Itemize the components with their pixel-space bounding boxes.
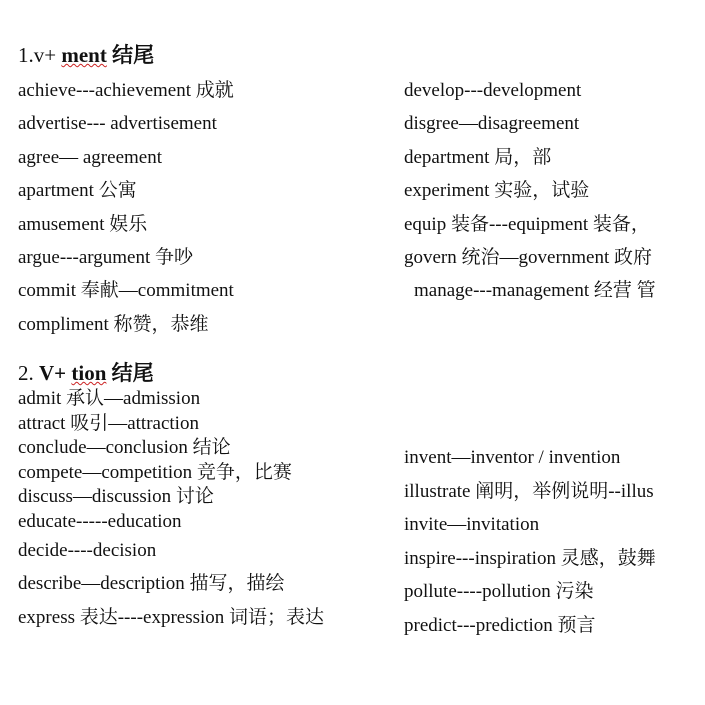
word-pair: amusement 娱乐 — [18, 213, 148, 235]
word-pair: compete—competition 竞争，比赛 — [18, 461, 292, 483]
section-1-prefix: v+ — [33, 43, 62, 67]
word-pair: express 表达----expression 词语；表达 — [18, 606, 325, 628]
word-pair: equip 装备---equipment 装备， — [404, 213, 650, 235]
word-pair: commit 奉献—commitment — [18, 280, 234, 302]
word-pair: govern 统治—government 政府 — [404, 246, 653, 268]
word-pair: develop---development — [404, 80, 582, 101]
section-1-number: 1. — [18, 43, 34, 67]
section-1-right-column — [404, 74, 704, 308]
word-pair: describe—description 描写，描绘 — [18, 573, 285, 595]
word-pair: predict---prediction 预言 — [404, 614, 596, 636]
word-pair: advertise--- advertisement — [18, 113, 217, 135]
word-pair: agree— agreement — [18, 146, 162, 168]
section-2-label: 结尾 — [106, 361, 154, 385]
word-pair: admit 承认—admission — [18, 388, 201, 409]
section-1-left-column — [18, 74, 234, 341]
word-pair: apartment 公寓 — [18, 180, 137, 202]
section-2-number: 2. — [18, 361, 39, 385]
word-pair: decide----decision — [18, 539, 157, 561]
word-pair: manage---management 经营 管 — [414, 280, 656, 302]
section-2-right-column — [404, 441, 694, 642]
section-1-label: 结尾 — [106, 43, 155, 67]
word-pair: conclude—conclusion 结论 — [18, 437, 231, 459]
section-2-suffix: tion — [71, 361, 107, 385]
word-pair: discuss—discussion 讨论 — [18, 486, 214, 508]
word-pair: invent—inventor / invention — [404, 447, 621, 468]
word-pair: disgree—disagreement — [404, 113, 580, 135]
word-pair: experiment 实验，试验 — [404, 180, 590, 202]
word-pair: invite—invitation — [404, 514, 540, 535]
word-pair: inspire---inspiration 灵感，鼓舞 — [404, 547, 656, 569]
word-pair: achieve---achievement 成就 — [18, 80, 234, 101]
word-pair: pollute----pollution 污染 — [404, 581, 594, 602]
word-pair: compliment 称赞，恭维 — [18, 313, 209, 335]
section-2-heading — [18, 360, 154, 386]
section-1-heading — [18, 42, 154, 68]
word-pair: attract 吸引—attraction — [18, 412, 199, 434]
word-pair: illustrate 阐明，举例说明--illus — [404, 480, 654, 502]
word-pair: educate-----education — [18, 510, 182, 532]
section-2-prefix: V+ — [39, 361, 72, 385]
section-1-suffix: ment — [61, 43, 107, 67]
section-2-left-column — [18, 386, 324, 634]
word-pair: department 局，部 — [404, 146, 552, 168]
word-pair: argue---argument 争吵 — [18, 246, 193, 268]
